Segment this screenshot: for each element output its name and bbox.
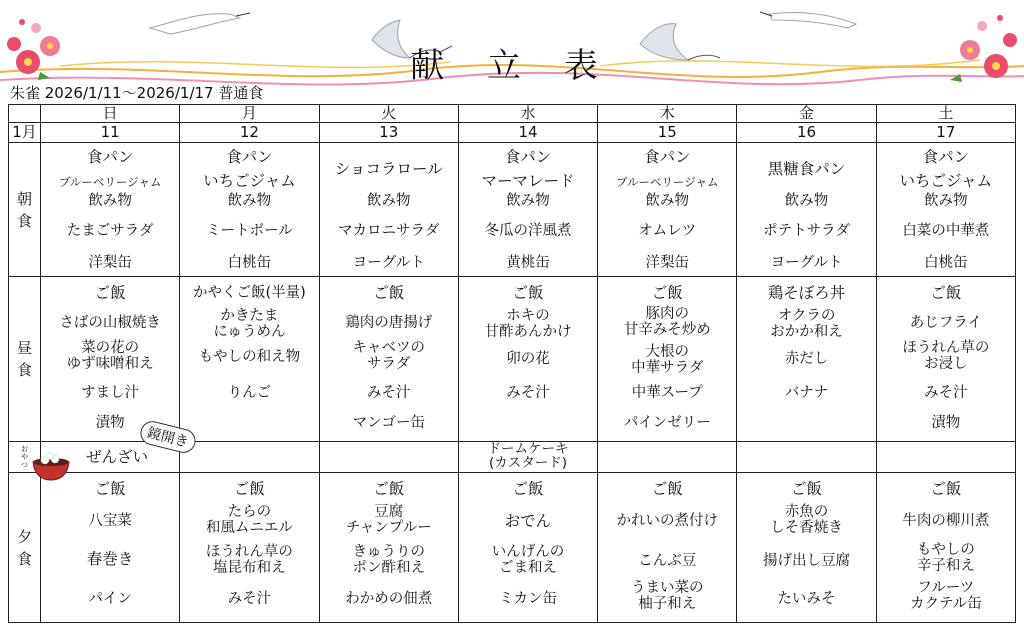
menu-item: かきたま xyxy=(220,308,279,324)
menu-item: 菜の花の xyxy=(81,340,140,356)
zenzai-bowl-icon xyxy=(31,452,71,482)
menu-item: 漬物 xyxy=(95,415,125,431)
menu-item: 塩昆布和え xyxy=(213,560,286,576)
menu-item: 洋梨缶 xyxy=(88,255,132,271)
menu-item: ポテトサラダ xyxy=(763,223,850,239)
menu-item: ご飯 xyxy=(373,480,405,498)
breakfast-cell-tue xyxy=(319,143,458,277)
menu-item: 和風ムニエル xyxy=(205,520,293,536)
menu-item: いんげんの xyxy=(491,544,565,560)
dinner-cell-mon xyxy=(180,473,319,623)
breakfast-cell-thu xyxy=(598,143,737,277)
menu-item: ほうれん草の xyxy=(205,544,293,560)
menu-item: みそ汁 xyxy=(924,385,968,401)
menu-item: 飲み物 xyxy=(88,193,132,209)
menu-item: 赤魚の xyxy=(784,504,829,520)
menu-item: 黒糖食パン xyxy=(767,160,846,178)
menu-item: みそ汁 xyxy=(366,385,411,401)
menu-item: 食パン xyxy=(504,148,552,166)
date-cell: 14 xyxy=(458,123,597,143)
menu-item: 柚子和え xyxy=(638,596,697,612)
lunch-row xyxy=(9,277,1016,442)
date-cell: 16 xyxy=(737,123,876,143)
menu-item: ショコラロール xyxy=(334,160,443,178)
menu-item: 白桃缶 xyxy=(227,255,272,271)
menu-item: パイン xyxy=(88,591,132,607)
menu-item: 飲み物 xyxy=(366,193,411,209)
menu-item: しそ香焼き xyxy=(770,520,843,536)
menu-item: ご飯 xyxy=(651,284,683,302)
menu-item: わかめの佃煮 xyxy=(345,591,433,607)
menu-item: もやしの和え物 xyxy=(198,349,301,365)
menu-item: 鶏肉の唐揚げ xyxy=(345,315,433,331)
menu-item: キャベツの xyxy=(352,340,425,356)
dinner-cell-sat xyxy=(876,473,1015,623)
menu-item: 八宝菜 xyxy=(88,513,132,529)
menu-item: 中華スープ xyxy=(631,385,703,401)
menu-item: かれいの煮付け xyxy=(616,513,719,529)
menu-item: 食パン xyxy=(922,148,970,166)
snack-cell-sat xyxy=(876,442,1015,473)
menu-item: (カスタード) xyxy=(488,455,567,471)
menu-item: ご飯 xyxy=(930,284,962,302)
menu-item: おかか和え xyxy=(770,324,843,340)
menu-item: いちごジャム xyxy=(203,172,296,190)
menu-item: みそ汁 xyxy=(506,385,550,401)
snack-cell-wed xyxy=(458,442,597,473)
menu-item: 甘酢あんかけ xyxy=(484,324,572,340)
menu-item: 鶏そぼろ丼 xyxy=(767,284,846,302)
menu-item: 洋梨缶 xyxy=(645,255,690,271)
menu-item: ご飯 xyxy=(94,480,126,498)
dinner-cell-fri xyxy=(737,473,876,623)
menu-item: 漬物 xyxy=(931,415,961,431)
menu-item: お浸し xyxy=(924,356,968,372)
breakfast-label: 朝 食 xyxy=(9,143,41,277)
menu-item: 揚げ出し豆腐 xyxy=(763,553,851,569)
dinner-row xyxy=(9,473,1016,623)
menu-item: 豚肉の xyxy=(645,306,690,322)
menu-item: カクテル缶 xyxy=(909,596,982,612)
menu-item: バナナ xyxy=(784,385,829,401)
menu-item: マーマレード xyxy=(481,172,575,190)
menu-item: マカロニサラダ xyxy=(338,223,440,239)
breakfast-row xyxy=(9,143,1016,277)
snack-label: お や つ xyxy=(9,442,41,473)
menu-item: ミートボール xyxy=(206,223,293,239)
menu-item: 食パン xyxy=(86,148,134,166)
lunch-cell-mon xyxy=(180,277,319,442)
menu-item: ブルーベリージャム xyxy=(58,175,162,189)
menu-item: ご飯 xyxy=(512,480,544,498)
menu-item: 甘辛みそ炒め xyxy=(623,322,711,338)
menu-item: みそ汁 xyxy=(227,591,272,607)
menu-item: ご飯 xyxy=(373,284,405,302)
crane-icon xyxy=(150,13,250,34)
menu-item: ぜんざい xyxy=(86,448,149,466)
menu-item: 飲み物 xyxy=(506,193,550,209)
menu-item: ゆず味噌和え xyxy=(66,356,154,372)
menu-item: 春巻き xyxy=(86,550,134,568)
menu-item: ご飯 xyxy=(930,480,962,498)
menu-item: 大根の xyxy=(645,344,690,360)
menu-item: おでん xyxy=(504,512,552,530)
breakfast-cell-sat xyxy=(876,143,1015,277)
date-cell: 12 xyxy=(180,123,319,143)
menu-item: ホキの xyxy=(506,308,550,324)
snack-cell-tue xyxy=(319,442,458,473)
menu-item: さばの山椒焼き xyxy=(59,315,161,331)
dinner-label: 夕 食 xyxy=(9,473,41,623)
breakfast-cell-fri xyxy=(737,143,876,277)
snack-cell-fri xyxy=(737,442,876,473)
crane-icon xyxy=(760,12,856,28)
menu-item: マンゴー缶 xyxy=(352,415,425,431)
menu-item: うまい菜の xyxy=(631,580,704,596)
menu-item: ご飯 xyxy=(94,284,126,302)
lunch-cell-fri xyxy=(737,277,876,442)
menu-item: ごま和え xyxy=(498,560,557,576)
menu-item: ヨーグルト xyxy=(352,255,425,271)
menu-item: 食パン xyxy=(226,148,273,166)
snack-cell-mon xyxy=(180,442,319,473)
menu-item: 飲み物 xyxy=(645,193,690,209)
menu-item: りんご xyxy=(227,385,272,401)
day-header: 月 xyxy=(180,105,319,123)
menu-item: サラダ xyxy=(367,356,411,372)
dinner-cell-sun xyxy=(41,473,180,623)
menu-item: すまし汁 xyxy=(81,385,140,401)
breakfast-cell-sun xyxy=(41,143,180,277)
menu-item: 中華サラダ xyxy=(631,360,704,376)
dinner-cell-wed xyxy=(458,473,597,623)
menu-item: たまごサラダ xyxy=(66,223,154,239)
menu-item: 冬瓜の洋風煮 xyxy=(484,223,572,239)
lunch-cell-tue xyxy=(319,277,458,442)
menu-item: こんぶ豆 xyxy=(638,553,697,569)
day-header: 木 xyxy=(598,105,737,123)
menu-item: いちごジャム xyxy=(899,172,993,190)
corner-cell xyxy=(9,105,41,123)
menu-item: ブルーベリージャム xyxy=(615,175,719,189)
menu-item: 黄桃缶 xyxy=(506,255,550,271)
kagami-biraki-badge: 鏡開き xyxy=(138,419,198,456)
day-header: 水 xyxy=(458,105,597,123)
menu-item: 赤だし xyxy=(784,351,829,367)
page-title: 献 立 表 xyxy=(410,46,614,86)
menu-item: ドームケーキ xyxy=(487,441,569,457)
menu-item: ヨーグルト xyxy=(770,255,843,271)
menu-item: 豆腐 xyxy=(374,504,404,520)
menu-item: 牛肉の柳川煮 xyxy=(902,513,990,529)
date-cell: 11 xyxy=(41,123,180,143)
date-cell: 13 xyxy=(319,123,458,143)
lunch-cell-wed xyxy=(458,277,597,442)
month-label: 1月 xyxy=(9,123,41,143)
menu-item: 飲み物 xyxy=(924,193,968,209)
menu-item: チャンプルー xyxy=(345,520,432,536)
menu-item: 飲み物 xyxy=(784,193,829,209)
menu-item: ご飯 xyxy=(512,284,544,302)
menu-item: もやしの xyxy=(916,542,975,558)
date-cell: 15 xyxy=(598,123,737,143)
dinner-cell-tue xyxy=(319,473,458,623)
menu-item: 白桃缶 xyxy=(924,255,968,271)
lunch-label: 昼 食 xyxy=(9,277,41,442)
menu-item: ほうれん草の xyxy=(902,340,990,356)
menu-item: 卯の花 xyxy=(506,351,550,367)
lunch-cell-thu xyxy=(598,277,737,442)
menu-item: ポン酢和え xyxy=(352,560,425,576)
lunch-cell-sat xyxy=(876,277,1015,442)
menu-item: 飲み物 xyxy=(227,193,272,209)
lunch-cell-sun xyxy=(41,277,180,442)
day-header: 土 xyxy=(876,105,1015,123)
dinner-cell-thu xyxy=(598,473,737,623)
menu-item: たらの xyxy=(227,504,272,520)
menu-item: 食パン xyxy=(644,148,691,166)
day-header: 日 xyxy=(41,105,180,123)
menu-item: 白菜の中華煮 xyxy=(902,223,990,239)
day-header: 金 xyxy=(737,105,876,123)
day-header: 火 xyxy=(319,105,458,123)
menu-item: ミカン缶 xyxy=(498,591,557,607)
breakfast-cell-mon xyxy=(180,143,319,277)
date-cell: 17 xyxy=(876,123,1015,143)
menu-item: ご飯 xyxy=(791,480,823,498)
menu-item: ご飯 xyxy=(233,480,265,498)
menu-item: かやくご飯(半量) xyxy=(193,285,306,301)
date-row xyxy=(9,123,1016,143)
menu-table xyxy=(8,104,1016,623)
page-subtitle: 朱雀 2026/1/11〜2026/1/17 普通食 xyxy=(10,84,264,102)
menu-item: あじフライ xyxy=(909,315,982,331)
snack-cell-thu xyxy=(598,442,737,473)
menu-item: フルーツ xyxy=(917,580,975,596)
menu-item: たいみそ xyxy=(777,591,836,607)
menu-item: オクラの xyxy=(777,308,836,324)
menu-item: オムレツ xyxy=(638,223,697,239)
day-header-row xyxy=(9,105,1016,123)
menu-item: パインゼリー xyxy=(623,415,711,431)
menu-item: 辛子和え xyxy=(916,558,975,574)
menu-item: ご飯 xyxy=(651,480,683,498)
breakfast-cell-wed xyxy=(458,143,597,277)
menu-item: にゅうめん xyxy=(213,324,286,340)
menu-item: きゅうりの xyxy=(352,544,425,560)
